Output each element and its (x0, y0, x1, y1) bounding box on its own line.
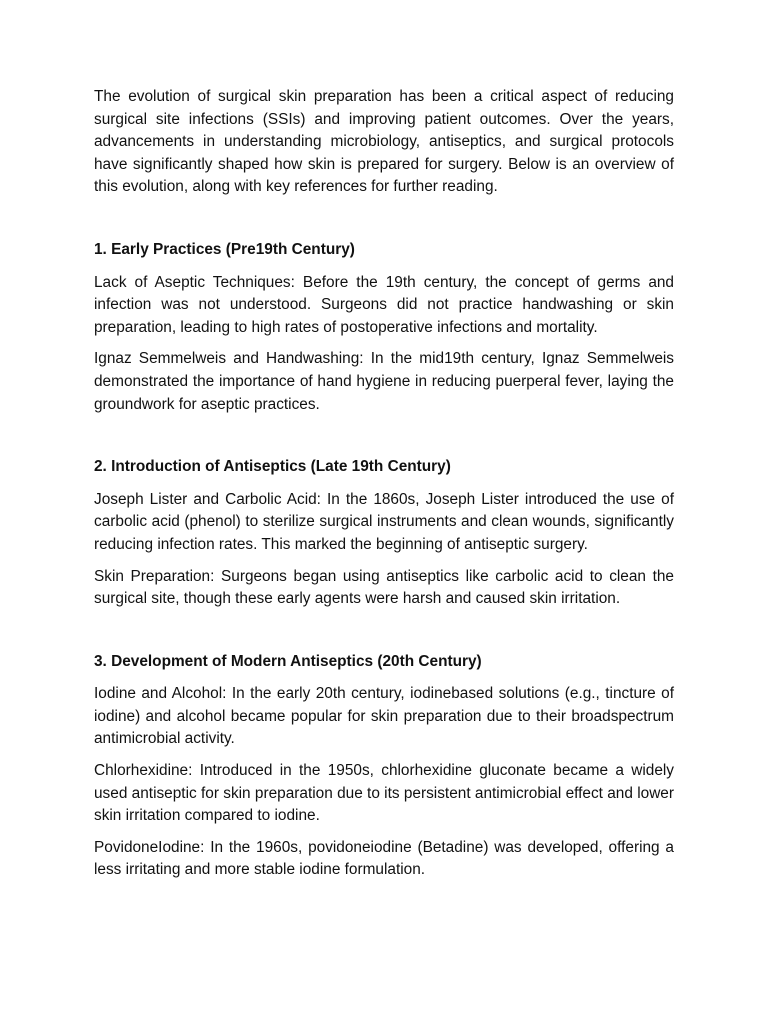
section-1-heading: 1. Early Practices (Pre19th Century) (94, 240, 355, 258)
section-1-paragraph-1: Lack of Aseptic Techniques: Before the 19th century, the concept of germs and infection was not understood. Surgeons did not practice handwashing or skin preparation, leading to high rates of postoperative infections and mortality. (94, 273, 674, 336)
section-1-paragraph-2: Ignaz Semmelweis and Handwashing: In the mid19th century, Ignaz Semmelweis demonstrated the importance of hand hygiene in reducing puerperal fever, laying the groundwork for aseptic practices. (94, 350, 674, 413)
section-3-paragraph-1: Iodine and Alcohol: In the early 20th century, iodinebased solutions (e.g., tincture of iodine) and alcohol became popular for skin preparation due to their broadspectrum antimicrobial activity. (94, 685, 674, 748)
intro-paragraph: The evolution of surgical skin preparation has been a critical aspect of reducing surgical site infections (SSIs) and improving patient outcomes. Over the years, advancements in understanding microbiology, antiseptics, and surgical protocols have significantly shaped how skin is prepared for surgery. Below is an overview of this evolution, along with key references for further reading. (94, 88, 674, 196)
section-2-heading: 2. Introduction of Antiseptics (Late 19th Century) (94, 458, 451, 476)
section-2-paragraph-1: Joseph Lister and Carbolic Acid: In the 1860s, Joseph Lister introduced the use of carbolic acid (phenol) to sterilize surgical instruments and clean wounds, significantly reducing infection rates. This marked the beginning of antiseptic surgery. (94, 490, 674, 553)
section-3-paragraph-2: Chlorhexidine: Introduced in the 1950s, chlorhexidine gluconate became a widely used antiseptic for skin preparation due to its persistent antimicrobial effect and lower skin irritation compared to iodine. (94, 762, 674, 825)
section-3-heading: 3. Development of Modern Antiseptics (20th Century) (94, 652, 482, 670)
document-page (94, 86, 674, 891)
section-2-paragraph-2: Skin Preparation: Surgeons began using antiseptics like carbolic acid to clean the surgical site, though these early agents were harsh and caused skin irritation. (94, 567, 674, 608)
section-3-paragraph-3: PovidoneIodine: In the 1960s, povidoneiodine (Betadine) was developed, offering a less irritating and more stable iodine formulation. (94, 838, 674, 879)
